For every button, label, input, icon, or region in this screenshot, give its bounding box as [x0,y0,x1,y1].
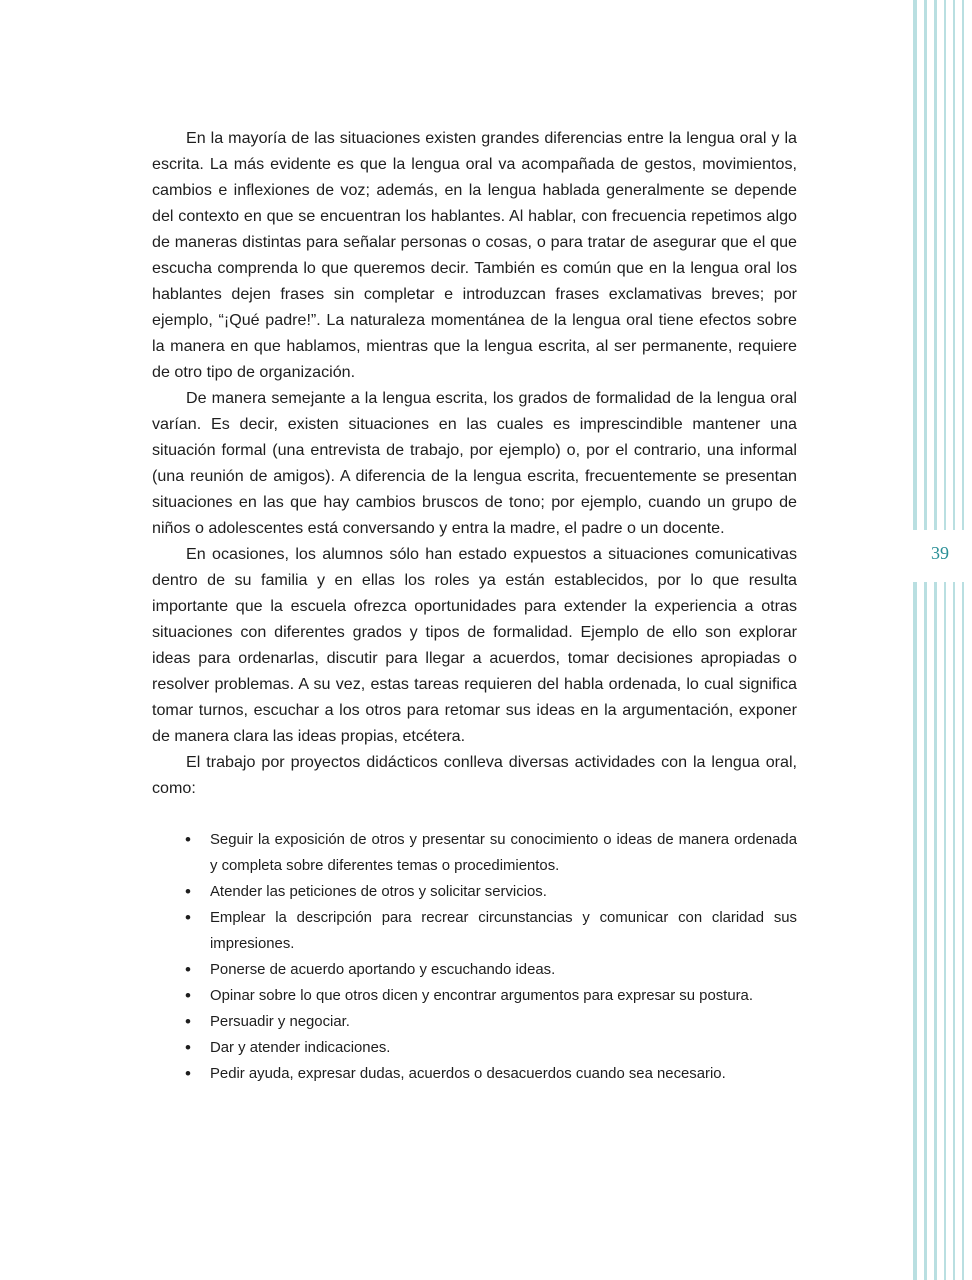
list-item [152,957,797,983]
paragraph: En ocasiones, los alumnos sólo han estado expuestos a situaciones comunicativas dentro de su familia y en ellas los roles ya están establecidos, por lo que resulta importante que la escuela ofrezca oportunidades para extender la experiencia a otras situaciones con diferentes grados y tipos de formalidad. Ejemplo de ello son explorar ideas para ordenarlas, discutir para llegar a acuerdos, tomar decisiones apropiadas o resolver problemas. A su vez, estas tareas requieren del habla ordenada, lo cual significa tomar turnos, escuchar a los otros para retomar sus ideas en la argumentación, exponer de manera clara las ideas propias, etcétera. [152,545,797,745]
bullet-icon: • [185,882,191,901]
decorative-stripes [913,0,972,1280]
list-item [152,879,797,905]
page-number: 39 [931,543,949,563]
list-item [152,827,797,879]
stripe [962,0,964,1280]
activity-list [152,827,797,1087]
list-item-text: Atender las peticiones de otros y solicitar servicios. [210,884,547,900]
stripe [934,0,937,1280]
paragraph: En la mayoría de las situaciones existen grandes diferencias entre la lengua oral y la escrita. La más evidente es que la lengua oral va acompañada de gestos, movimientos, cambios e inflexiones de voz; además, en la lengua hablada generalmente se depende del contexto en que se encuentran los hablantes. Al hablar, con frecuencia repetimos algo de maneras distintas para señalar personas o cosas, o para tratar de asegurar que el que escucha comprenda lo que queremos decir. También es común que en la lengua oral los hablantes dejen frases sin completar e introduzcan frases exclamativas breves; por ejemplo, “¡Qué padre!”. La naturaleza momentánea de la lengua oral tiene efectos sobre la manera en que hablamos, mientras que la lengua escrita, al ser permanente, requiere de otro tipo de organización. [152,129,797,381]
body-text [152,125,797,1087]
list-item-text: Persuadir y negociar. [210,1014,350,1030]
stripe [953,0,955,1280]
bullet-icon: • [185,1064,191,1083]
list-item [152,1035,797,1061]
list-item-text: Ponerse de acuerdo aportando y escuchando ideas. [210,962,556,978]
bullet-icon: • [185,908,191,927]
bullet-icon: • [185,960,191,979]
bullet-icon: • [185,830,191,849]
list-item-text: Pedir ayuda, expresar dudas, acuerdos o desacuerdos cuando sea necesario. [210,1066,726,1082]
bullet-icon: • [185,1038,191,1057]
list-item [152,905,797,957]
list-item-text: Opinar sobre lo que otros dicen y encontrar argumentos para expresar su postura. [210,988,753,1004]
paragraph: El trabajo por proyectos didácticos conlleva diversas actividades con la lengua oral, como: [152,753,797,797]
list-item [152,1009,797,1035]
paragraph: De manera semejante a la lengua escrita, los grados de formalidad de la lengua oral varían. Es decir, existen situaciones en las cuales es imprescindible mantener una situación formal (una entrevista de trabajo, por ejemplo) o, por el contrario, una informal (una reunión de amigos). A diferencia de la lengua escrita, frecuentemente se presentan situaciones en las que hay cambios bruscos de tono; por ejemplo, cuando un grupo de niños o adolescentes está conversando y entra la madre, el padre o un docente. [152,389,797,537]
list-item-text: Seguir la exposición de otros y presentar su conocimiento o ideas de manera ordenada y completa sobre diferentes temas o procedimientos. [210,832,797,874]
list-item-text: Dar y atender indicaciones. [210,1040,391,1056]
stripe [944,0,946,1280]
list-item [152,1061,797,1087]
stripe [924,0,927,1280]
list-item-text: Emplear la descripción para recrear circunstancias y comunicar con claridad sus impresiones. [210,910,797,952]
list-item [152,983,797,1009]
bullet-icon: • [185,986,191,1005]
stripe [913,0,917,1280]
bullet-icon: • [185,1012,191,1031]
